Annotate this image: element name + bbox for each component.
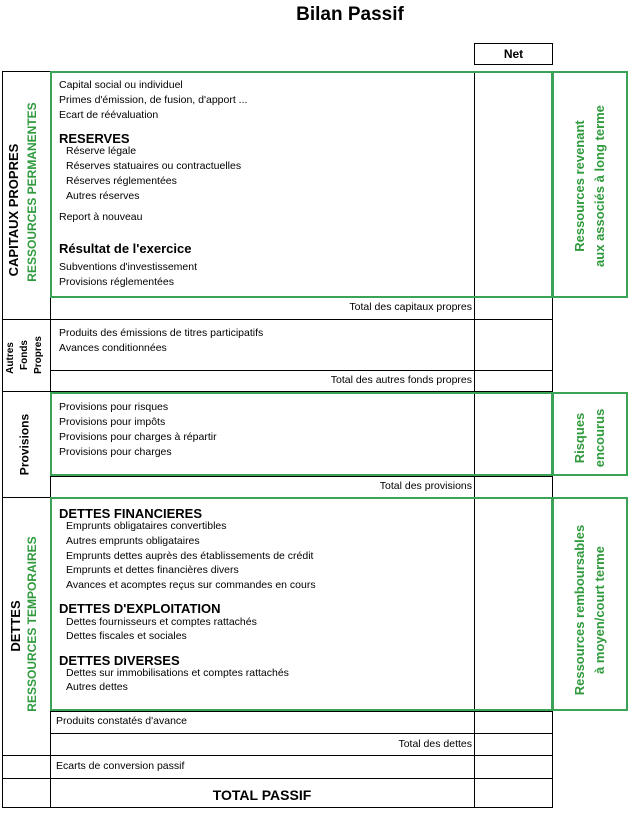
dettes-exploitation-heading: DETTES D'EXPLOITATION bbox=[59, 601, 221, 616]
dettes-financieres-heading: DETTES FINANCIERES bbox=[59, 506, 203, 521]
provisions-impots-line: Provisions pour impôts bbox=[59, 416, 166, 428]
titres-participatifs-line: Produits des émissions de titres participatifs bbox=[59, 327, 264, 339]
dettes-side-label-green: RESSOURCES TEMPORAIRES bbox=[25, 536, 39, 712]
capitaux-side-label: CAPITAUX PROPRES bbox=[6, 143, 21, 277]
emprunts-credit-line: Emprunts dettes auprès des établissements de crédit bbox=[66, 550, 314, 562]
autres-reserves-line: Autres réserves bbox=[66, 190, 140, 202]
dettes-right-label-1: Ressources remboursables bbox=[572, 524, 587, 696]
autres-side-label-3: Propres bbox=[33, 336, 44, 374]
capital-social-line: Capital social ou individuel bbox=[59, 79, 183, 91]
reserves-statuaires-line: Réserves statuaires ou contractuelles bbox=[66, 160, 242, 172]
reserve-legale-line: Réserve légale bbox=[66, 145, 137, 157]
total-passif-label: TOTAL PASSIF bbox=[212, 787, 312, 803]
dettes-fournisseurs-line: Dettes fournisseurs et comptes rattachés bbox=[66, 616, 257, 628]
provisions-total-label: Total des provisions bbox=[379, 480, 472, 492]
provisions-right-label-1: Risques bbox=[572, 412, 587, 464]
autres-side-label-2: Fonds bbox=[19, 340, 30, 370]
autres-emprunts-line: Autres emprunts obligataires bbox=[66, 535, 200, 547]
provisions-reglementees-line: Provisions réglementées bbox=[59, 276, 174, 288]
provisions-risques-line: Provisions pour risques bbox=[59, 401, 169, 413]
dettes-immobilisations-line: Dettes sur immobilisations et comptes rattachés bbox=[66, 667, 289, 679]
dettes-right-green-box bbox=[552, 497, 628, 711]
emprunts-convertibles-line: Emprunts obligataires convertibles bbox=[66, 520, 227, 532]
autres-dettes-line: Autres dettes bbox=[66, 681, 128, 693]
page-title: Bilan Passif bbox=[296, 4, 404, 25]
avances-conditionnees-line: Avances conditionnées bbox=[59, 342, 167, 354]
provisions-right-green-box bbox=[552, 392, 628, 476]
provisions-right-label-2: encourus bbox=[592, 408, 607, 468]
dettes-side-label: DETTES bbox=[8, 600, 23, 652]
capitaux-total-label: Total des capitaux propres bbox=[349, 301, 472, 313]
dettes-total-label: Total des dettes bbox=[398, 738, 472, 750]
subventions-line: Subventions d'investissement bbox=[59, 261, 197, 273]
capitaux-right-label-1: Ressources revenant bbox=[572, 120, 587, 252]
autres-side-label-1: Autres bbox=[5, 342, 16, 374]
emprunts-divers-line: Emprunts et dettes financières divers bbox=[66, 564, 239, 576]
dettes-right-label-2: à moyen/court terme bbox=[592, 546, 607, 674]
provisions-charges-line: Provisions pour charges bbox=[59, 446, 172, 458]
produits-avance-line: Produits constatés d'avance bbox=[56, 715, 187, 727]
autres-total-label: Total des autres fonds propres bbox=[330, 374, 472, 386]
primes-line: Primes d'émission, de fusion, d'apport ... bbox=[59, 94, 248, 106]
provisions-charges-repartir-line: Provisions pour charges à répartir bbox=[59, 431, 217, 443]
report-nouveau-line: Report à nouveau bbox=[59, 211, 143, 223]
ecart-reevaluation-line: Ecart de réévaluation bbox=[59, 109, 159, 121]
capitaux-side-label-green: RESSOURCES PERMANENTES bbox=[25, 102, 39, 282]
reserves-reglementees-line: Réserves réglementées bbox=[66, 175, 177, 187]
avances-acomptes-line: Avances et acomptes reçus sur commandes en cours bbox=[66, 579, 316, 591]
capitaux-right-label-2: aux associés à long terme bbox=[592, 105, 607, 267]
dettes-fiscales-line: Dettes fiscales et sociales bbox=[66, 630, 187, 642]
ecarts-conversion-line: Ecarts de conversion passif bbox=[56, 760, 185, 772]
reserves-heading: RESERVES bbox=[59, 131, 130, 146]
provisions-side-label: Provisions bbox=[17, 413, 32, 476]
dettes-diverses-heading: DETTES DIVERSES bbox=[59, 653, 180, 668]
net-header-cell: Net bbox=[474, 43, 553, 65]
capitaux-right-green-box bbox=[552, 71, 628, 298]
resultat-heading: Résultat de l'exercice bbox=[59, 241, 192, 256]
